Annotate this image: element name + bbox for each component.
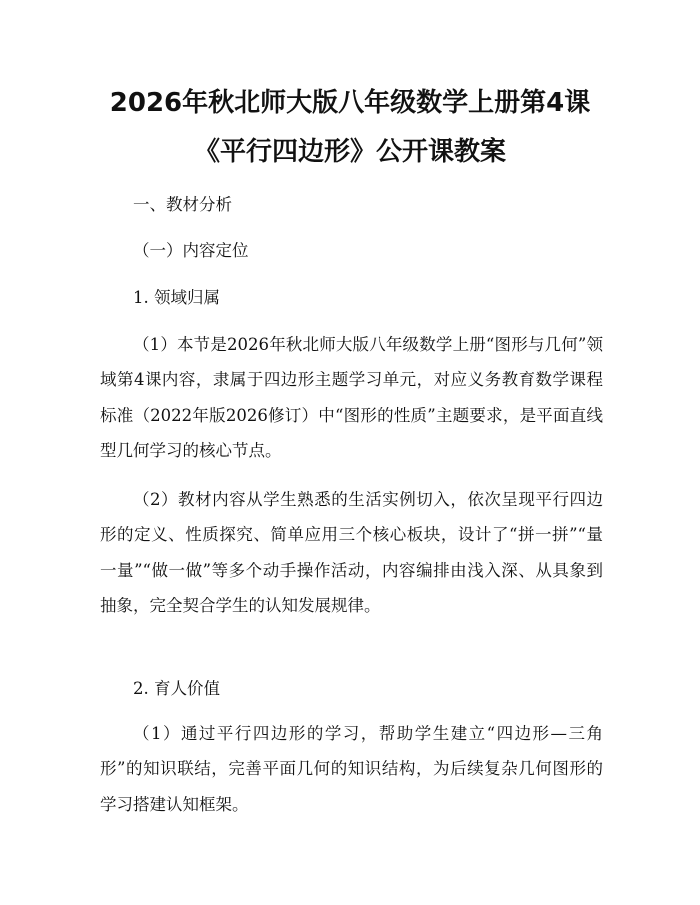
paragraph-domain-2: （2）教材内容从学生熟悉的生活实例切入，依次呈现平行四边形的定义、性质探究、简单应用三个核心板块，设计了“拼一拼”“量一量”“做一做”等多个动手操作活动，内容编排由浅入深、从具象到抽象，完全契合学生的认知发展规律。 [100,490,603,615]
document-title-line2: 《平行四边形》公开课教案 [193,137,506,167]
section-heading-materials-analysis: 一、教材分析 [133,195,232,214]
item-heading-educational-value: 2. 育人价值 [133,679,220,698]
paragraph-domain-1: （1）本节是2026年秋北师大版八年级数学上册“图形与几何”领域第4课内容，隶属于四边形主题学习单元，对应义务教育数学课程标准（2022年版2026修订）中“图形的性质”主题要求，是平面直线型几何学习的核心节点。 [100,335,603,460]
document-title-line1: 2026年秋北师大版八年级数学上册第4课 [109,88,591,118]
item-heading-domain: 1. 领域归属 [133,288,220,307]
paragraph-educational-value-1: （1）通过平行四边形的学习，帮助学生建立“四边形—三角形”的知识联结，完善平面几何的知识结构，为后续复杂几何图形的学习搭建认知框架。 [100,724,603,814]
subsection-heading-content-positioning: （一）内容定位 [133,241,249,260]
